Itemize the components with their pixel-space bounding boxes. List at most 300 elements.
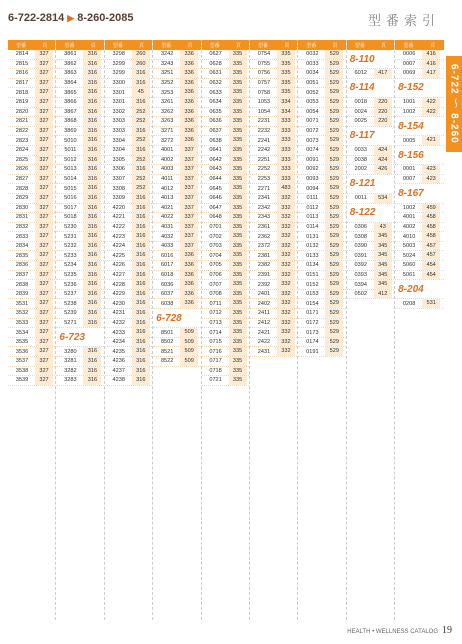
- part-number: 0634: [209, 99, 222, 106]
- index-row: [202, 242, 249, 252]
- page-ref: 333: [277, 117, 295, 126]
- part-number: 2391: [257, 271, 271, 278]
- index-row: [395, 213, 443, 223]
- page-ref: 327: [35, 165, 53, 174]
- page-ref: 335: [229, 232, 247, 241]
- part-number: 3865: [64, 89, 77, 96]
- page-ref: 327: [35, 319, 53, 328]
- page-ref: 252: [132, 136, 150, 145]
- series-heading: 8-154: [395, 117, 443, 136]
- part-number: 0715: [209, 339, 222, 346]
- header-page: 頁: [187, 42, 193, 49]
- page-ref: 327: [35, 127, 53, 136]
- page-ref: 336: [180, 117, 198, 126]
- part-number: 0702: [209, 233, 222, 240]
- page-ref: 332: [277, 213, 295, 222]
- part-number: 6018: [160, 271, 174, 278]
- page-ref: 316: [132, 319, 150, 328]
- page-ref: 529: [325, 50, 343, 59]
- page-ref: 335: [229, 319, 247, 328]
- page-ref: 327: [35, 280, 53, 289]
- part-number: 0191: [306, 348, 319, 355]
- index-row: [56, 60, 103, 70]
- page-ref: 529: [325, 194, 343, 203]
- part-number: 2831: [15, 214, 29, 221]
- page-ref: 332: [277, 232, 295, 241]
- part-number: 0646: [209, 195, 222, 202]
- page-ref: 316: [83, 69, 101, 78]
- page-ref: 332: [277, 309, 295, 318]
- part-number: 4033: [160, 243, 174, 250]
- index-row: [250, 165, 297, 175]
- header-page: 頁: [90, 42, 96, 49]
- page-ref: 336: [180, 280, 198, 289]
- page-ref: 335: [229, 338, 247, 347]
- part-number: 2402: [257, 300, 271, 307]
- part-number: 3243: [160, 60, 174, 67]
- page-ref: 316: [83, 50, 101, 59]
- series-heading: 6-723: [56, 328, 103, 347]
- part-number: 0502: [354, 291, 367, 298]
- part-number: 3539: [15, 377, 29, 384]
- header-page: 頁: [332, 42, 338, 49]
- part-number: 0006: [402, 51, 416, 58]
- index-row: [8, 98, 55, 108]
- part-number: 5271: [64, 319, 77, 326]
- part-number: 0033: [354, 147, 367, 154]
- page-ref: 509: [180, 328, 198, 337]
- part-number: 3305: [112, 156, 125, 163]
- range-arrow-icon: ▶: [67, 13, 75, 23]
- page-ref: 327: [35, 309, 53, 318]
- index-row: [153, 328, 200, 338]
- part-number: 0628: [209, 60, 222, 67]
- part-number: 4227: [112, 271, 125, 278]
- index-row: [105, 184, 152, 194]
- part-number: 2826: [15, 166, 29, 173]
- index-row: [105, 117, 152, 127]
- part-number: 4001: [402, 214, 416, 221]
- index-row: [298, 232, 345, 242]
- index-row: [105, 88, 152, 98]
- page-ref: 316: [83, 136, 101, 145]
- part-number: 5016: [64, 195, 77, 202]
- page-ref: 334: [277, 98, 295, 107]
- index-row: [105, 165, 152, 175]
- part-number: 2242: [257, 147, 271, 154]
- index-row: [153, 194, 200, 204]
- index-row: [298, 50, 345, 60]
- page-ref: 529: [325, 165, 343, 174]
- part-number: 0641: [209, 147, 222, 154]
- index-row: [8, 60, 55, 70]
- part-number: 2839: [15, 291, 29, 298]
- page-ref: 45: [132, 88, 150, 97]
- index-row: [8, 146, 55, 156]
- part-number: 3534: [15, 329, 29, 336]
- page-ref: 534: [374, 194, 392, 203]
- page-ref: 335: [229, 290, 247, 299]
- page-ref: 327: [35, 204, 53, 213]
- side-tab[interactable]: [446, 56, 462, 152]
- part-number: 0052: [306, 89, 319, 96]
- page-ref: 327: [35, 251, 53, 260]
- part-number: 3252: [160, 80, 174, 87]
- index-row: [298, 194, 345, 204]
- page-ref: 332: [277, 204, 295, 213]
- page-ref: 316: [83, 108, 101, 117]
- index-row: [105, 309, 152, 319]
- part-number: 3867: [64, 108, 77, 115]
- index-row: [8, 261, 55, 271]
- part-number: 3251: [160, 70, 174, 77]
- column-header: [202, 40, 249, 50]
- page-ref: 316: [132, 146, 150, 155]
- index-column: [153, 40, 201, 620]
- index-row: [298, 79, 345, 89]
- index-row: [8, 204, 55, 214]
- page-ref: 454: [422, 261, 440, 270]
- index-row: [8, 251, 55, 261]
- page-ref: 327: [35, 328, 53, 337]
- part-number: 3271: [160, 128, 174, 135]
- page-ref: 316: [83, 251, 101, 260]
- index-row: [56, 251, 103, 261]
- index-row: [395, 271, 443, 281]
- page-ref: 316: [83, 175, 101, 184]
- part-number: 0153: [306, 291, 319, 298]
- index-row: [250, 117, 297, 127]
- part-number: 2002: [354, 166, 367, 173]
- index-row: [105, 98, 152, 108]
- part-number: 1001: [402, 99, 416, 106]
- part-number: 5239: [64, 310, 77, 317]
- part-number: 2820: [15, 108, 29, 115]
- part-number: 4229: [112, 291, 125, 298]
- index-row: [202, 117, 249, 127]
- page-ref: 335: [277, 88, 295, 97]
- index-row: [56, 165, 103, 175]
- part-number: 2832: [15, 223, 29, 230]
- page-ref: 316: [83, 271, 101, 280]
- page-ref: 335: [229, 165, 247, 174]
- part-number: 0713: [209, 319, 222, 326]
- part-number: 0094: [306, 185, 319, 192]
- part-number: 2421: [257, 329, 271, 336]
- page-ref: 316: [83, 376, 101, 385]
- part-number: 3862: [64, 60, 77, 67]
- index-row: [56, 376, 103, 386]
- page-ref: 335: [229, 108, 247, 117]
- index-row: [56, 242, 103, 252]
- page-ref: 458: [422, 232, 440, 241]
- index-row: [298, 127, 345, 137]
- page-ref: 316: [132, 242, 150, 251]
- index-row: [395, 261, 443, 271]
- index-row: [105, 204, 152, 214]
- part-number: 3869: [64, 128, 77, 135]
- part-number: 4220: [112, 204, 125, 211]
- part-number: 5236: [64, 281, 77, 288]
- part-number: 4031: [160, 223, 174, 230]
- index-row: [202, 223, 249, 233]
- part-number: 4010: [402, 233, 416, 240]
- index-row: [298, 261, 345, 271]
- index-row: [202, 146, 249, 156]
- index-row: [202, 204, 249, 214]
- index-row: [347, 165, 394, 175]
- index-row: [202, 271, 249, 281]
- part-number: 0174: [306, 339, 319, 346]
- page-ref: 327: [35, 146, 53, 155]
- index-row: [8, 357, 55, 367]
- part-number: 3536: [15, 348, 29, 355]
- part-number: 2834: [15, 243, 29, 250]
- index-row: [153, 108, 200, 118]
- index-column: [250, 40, 298, 620]
- header-part-no: 型番: [354, 42, 365, 49]
- part-number: 2271: [257, 185, 271, 192]
- page-ref: 424: [374, 146, 392, 155]
- page-ref: 332: [277, 251, 295, 260]
- part-number: 0393: [354, 271, 367, 278]
- index-row: [250, 146, 297, 156]
- part-number: 2361: [257, 223, 271, 230]
- part-number: 4002: [160, 156, 174, 163]
- part-number: 0018: [354, 99, 367, 106]
- index-row: [202, 184, 249, 194]
- index-row: [202, 376, 249, 386]
- page-ref: 529: [325, 60, 343, 69]
- page-ref: 335: [229, 156, 247, 165]
- page-ref: 335: [277, 60, 295, 69]
- page-ref: 529: [325, 299, 343, 308]
- index-row: [105, 299, 152, 309]
- page-ref: 316: [132, 213, 150, 222]
- page-ref: 335: [229, 213, 247, 222]
- index-row: [202, 338, 249, 348]
- index-row: [153, 79, 200, 89]
- index-row: [56, 146, 103, 156]
- part-number: 3309: [112, 195, 125, 202]
- index-row: [153, 175, 200, 185]
- page-ref: 335: [229, 69, 247, 78]
- index-row: [250, 88, 297, 98]
- index-row: [153, 299, 200, 309]
- page-ref: 335: [229, 251, 247, 260]
- page-ref: 335: [229, 347, 247, 356]
- part-number: 3306: [112, 166, 125, 173]
- page-ref: 337: [180, 223, 198, 232]
- column-header: [105, 40, 152, 50]
- page-ref: 332: [277, 328, 295, 337]
- page-ref: 529: [325, 347, 343, 356]
- index-column: [56, 40, 104, 620]
- index-row: [8, 213, 55, 223]
- page-ref: 335: [229, 367, 247, 376]
- part-number: 3532: [15, 310, 29, 317]
- page-ref: 529: [325, 271, 343, 280]
- index-row: [56, 194, 103, 204]
- page-ref: 327: [35, 261, 53, 270]
- page-ref: 457: [422, 242, 440, 251]
- part-number: 0112: [306, 204, 319, 211]
- index-row: [56, 309, 103, 319]
- part-number: 0704: [209, 252, 222, 259]
- part-number: 3262: [160, 108, 174, 115]
- header-part-no: 型番: [258, 42, 269, 49]
- part-number: 2823: [15, 137, 29, 144]
- header-page: 頁: [42, 42, 48, 49]
- index-row: [153, 347, 200, 357]
- index-row: [105, 194, 152, 204]
- index-row: [8, 156, 55, 166]
- part-number: 0703: [209, 243, 222, 250]
- index-row: [105, 69, 152, 79]
- part-number: 2821: [15, 118, 29, 125]
- page-ref: 335: [229, 194, 247, 203]
- part-number: 0712: [209, 310, 222, 317]
- page-ref: 336: [180, 98, 198, 107]
- index-row: [153, 165, 200, 175]
- index-row: [153, 280, 200, 290]
- index-row: [250, 232, 297, 242]
- page-ref: 252: [132, 175, 150, 184]
- part-number: 0644: [209, 176, 222, 183]
- page-ref: 337: [180, 184, 198, 193]
- index-range-title: [8, 12, 133, 24]
- part-number: 2392: [257, 281, 271, 288]
- part-number: 0631: [209, 70, 222, 77]
- part-number: 1053: [257, 99, 271, 106]
- part-number: 4232: [112, 319, 125, 326]
- index-row: [250, 280, 297, 290]
- index-row: [105, 376, 152, 386]
- index-row: [56, 117, 103, 127]
- part-number: 5003: [402, 243, 416, 250]
- index-row: [105, 79, 152, 89]
- part-number: 5231: [64, 233, 77, 240]
- page-ref: 332: [277, 290, 295, 299]
- index-row: [105, 347, 152, 357]
- page-ref: 333: [277, 156, 295, 165]
- part-number: 0714: [209, 329, 222, 336]
- index-row: [250, 309, 297, 319]
- index-row: [105, 357, 152, 367]
- part-number: 2833: [15, 233, 29, 240]
- page-ref: 332: [277, 261, 295, 270]
- page-ref: 529: [325, 127, 343, 136]
- page-ref: 327: [35, 60, 53, 69]
- part-number: 2412: [257, 319, 271, 326]
- page-footer: [347, 625, 452, 636]
- page-ref: 332: [277, 338, 295, 347]
- index-row: [395, 251, 443, 261]
- part-number: 2431: [257, 348, 271, 355]
- page-ref: 316: [83, 156, 101, 165]
- index-row: [56, 50, 103, 60]
- page-ref: 327: [35, 156, 53, 165]
- index-row: [250, 338, 297, 348]
- part-number: 0091: [306, 156, 319, 163]
- page-ref: 529: [325, 136, 343, 145]
- page-ref: 327: [35, 338, 53, 347]
- index-row: [8, 271, 55, 281]
- page-ref: 327: [35, 299, 53, 308]
- part-number: 0007: [402, 60, 416, 67]
- index-row: [250, 69, 297, 79]
- page-ref: 422: [422, 108, 440, 117]
- index-row: [202, 261, 249, 271]
- part-number: 0033: [306, 60, 319, 67]
- index-row: [298, 213, 345, 223]
- index-row: [250, 347, 297, 357]
- part-number: 4012: [160, 185, 174, 192]
- part-number: 8502: [160, 339, 174, 346]
- index-row: [8, 136, 55, 146]
- index-row: [56, 223, 103, 233]
- part-number: 3533: [15, 319, 29, 326]
- part-number: 5233: [64, 252, 77, 259]
- part-number: 0152: [306, 281, 319, 288]
- series-heading: 8-122: [347, 204, 394, 223]
- page-ref: 529: [325, 223, 343, 232]
- part-number: 0073: [306, 137, 319, 144]
- page-ref: 316: [83, 357, 101, 366]
- index-row: [56, 347, 103, 357]
- index-row: [347, 290, 394, 300]
- index-row: [347, 242, 394, 252]
- part-number: 2253: [257, 176, 271, 183]
- page-ref: 335: [229, 88, 247, 97]
- page-ref: 337: [180, 165, 198, 174]
- part-number: 2401: [257, 291, 271, 298]
- part-number: 0093: [306, 176, 319, 183]
- page-ref: 316: [132, 367, 150, 376]
- index-row: [250, 136, 297, 146]
- index-row: [202, 319, 249, 329]
- index-row: [8, 232, 55, 242]
- page-ref: 422: [422, 98, 440, 107]
- part-number: 4231: [112, 310, 125, 317]
- part-number: 0131: [306, 233, 319, 240]
- page-ref: 458: [422, 223, 440, 232]
- index-row: [250, 108, 297, 118]
- index-row: [105, 223, 152, 233]
- part-number: 2838: [15, 281, 29, 288]
- part-number: 3263: [160, 118, 174, 125]
- part-number: 2829: [15, 195, 29, 202]
- part-number: 0113: [306, 214, 319, 221]
- page-ref: 336: [180, 290, 198, 299]
- page-ref: 316: [83, 232, 101, 241]
- page-ref: 260: [132, 50, 150, 59]
- index-row: [56, 290, 103, 300]
- page-ref: 345: [374, 232, 392, 241]
- index-row: [250, 319, 297, 329]
- part-number: 2422: [257, 339, 271, 346]
- part-number: 0072: [306, 128, 319, 135]
- header-page: 頁: [235, 42, 241, 49]
- part-number: 0054: [306, 108, 319, 115]
- page-ref: 529: [325, 338, 343, 347]
- page-ref: 327: [35, 232, 53, 241]
- index-row: [298, 98, 345, 108]
- page-ref: 335: [229, 79, 247, 88]
- index-row: [395, 108, 443, 118]
- page-ref: 316: [132, 251, 150, 260]
- series-heading: 8-114: [347, 79, 394, 98]
